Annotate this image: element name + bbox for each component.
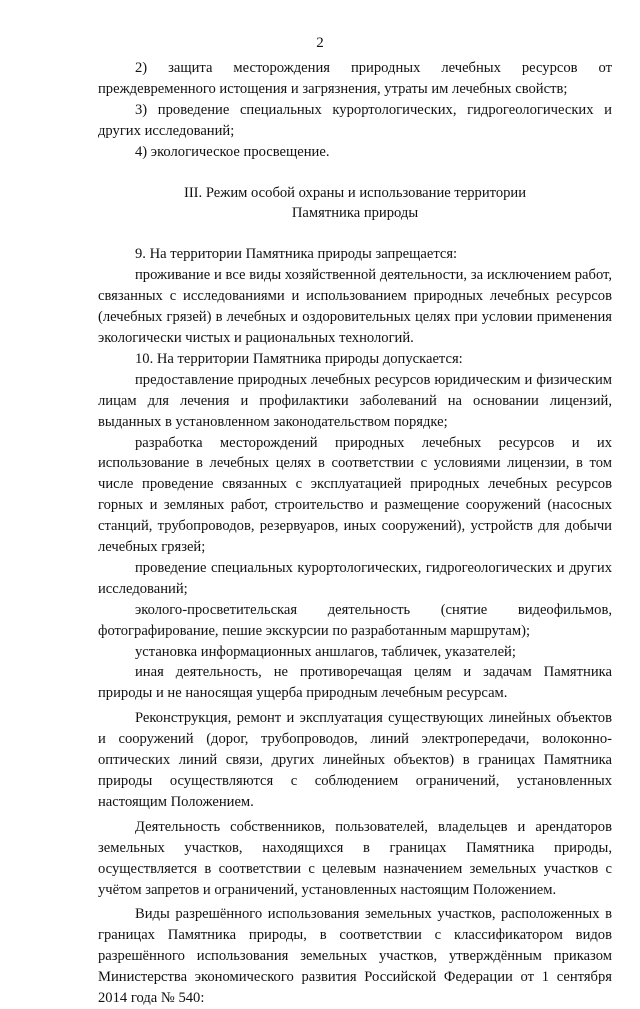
page-number: 2 <box>316 35 324 51</box>
document-body <box>98 58 612 1009</box>
paragraph-deposit-development: разработка месторождений природных лечебных ресурсов и их использование в лечебных целях в соответствии с условиями лицензии, в том числе проведение связанных с эксплуатацией природных лечебных ресурсов горных и земляных работ, строительство и размещение сооружений (насосных станций, трубопроводов, резервуаров, иных сооружений), устройств для добычи лечебных грязей; <box>98 434 612 556</box>
paragraph-other-activities: иная деятельность, не противоречащая целям и задачам Памятника природы и не наносящая ущерба природным лечебным ресурсам. <box>98 664 612 702</box>
list-item-protection: 2) защита месторождения природных лечебных ресурсов от преждевременного истощения и загрязнения, утраты им лечебных свойств; <box>98 60 612 97</box>
paragraph-item-10: 10. На территории Памятника природы допускается: <box>135 350 463 367</box>
list-item-research: 3) проведение специальных курортологических, гидрогеологических и других исследований; <box>98 101 612 139</box>
section-heading <box>98 163 612 245</box>
paragraph-prohibited-activities: проживание и все виды хозяйственной деятельности, за исключением работ, связанных с исследованиями и использованием природных лечебных ресурсов (лечебных грязей) в лечебных и оздоровительных целях при условии применения экологически чистых и рациональных технологий. <box>98 267 612 346</box>
paragraph-resource-provision: предоставление природных лечебных ресурсов юридическим и физическим лицам для лечения и профилактики заболеваний на основании лицензий, выданных в установленном законодательством порядке; <box>98 371 612 430</box>
paragraph-special-research: проведение специальных курортологических, гидрогеологических и других исследований; <box>98 559 612 597</box>
section-heading-line-1: III. Режим особой охраны и использование территории <box>183 184 527 201</box>
paragraph-land-owners: Деятельность собственников, пользователей, владельцев и арендаторов земельных участков, находящихся в границах Памятника природы, осуществляется в соответствии с целевым назначением земельных участков с учётом запретов и ограничений, установленных настоящим Положением. <box>98 818 612 898</box>
paragraph-item-9: 9. На территории Памятника природы запрещается: <box>135 246 458 263</box>
paragraph-signage: установка информационных аншлагов, табличек, указателей; <box>135 643 516 660</box>
paragraph-permitted-uses: Виды разрешённого использования земельных участков, расположенных в границах Памятника природы, в соответствии с классификатором видов разрешённого использования земельных участков, утверждённым приказом Министерства экономического развития Российской Федерации от 1 сентября 2014 года № 540: <box>98 906 612 1007</box>
paragraph-ecological-education: эколого-просветительская деятельность (снятие видеофильмов, фотографирование, пешие экскурсии по разработанным маршрутам); <box>98 601 612 639</box>
section-heading-line-2: Памятника природы <box>291 205 419 222</box>
paragraph-reconstruction: Реконструкция, ремонт и эксплуатация существующих линейных объектов и сооружений (дорог, трубопроводов, линий электропередачи, волоконно-оптических линий связи, других линейных объектов) в границах Памятника природы осуществляются с соблюдением ограничений, установленных настоящим Положением. <box>98 710 612 810</box>
list-item-education: 4) экологическое просвещение. <box>135 143 330 160</box>
